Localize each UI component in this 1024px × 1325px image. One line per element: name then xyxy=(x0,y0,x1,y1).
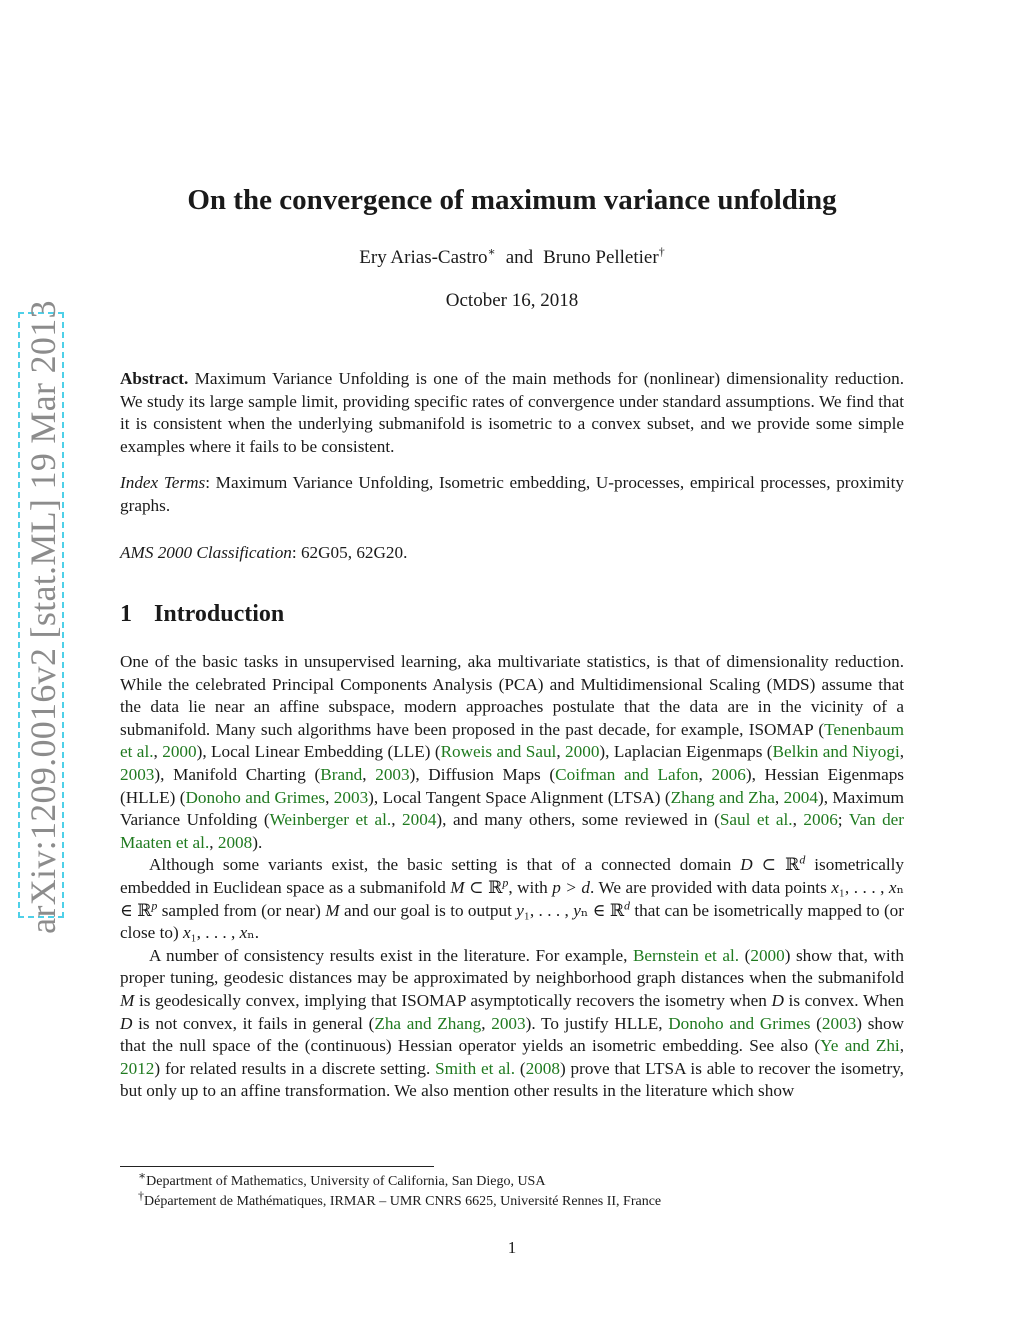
citation-weinberger-year[interactable]: 2004 xyxy=(402,810,437,830)
affiliation-mark-2: † xyxy=(658,244,665,259)
footnote-text: Département de Mathématiques, IRMAR – UMR CNRS 6625, Université Rennes II, France xyxy=(144,1194,662,1209)
citation-coifman-lafon[interactable]: Coifman and Lafon xyxy=(555,764,699,784)
section-title: Introduction xyxy=(154,601,285,627)
text-run: ⊂ ℝ xyxy=(752,855,800,875)
math-symbol: p > d xyxy=(552,877,590,897)
math-symbol: M xyxy=(120,990,135,1010)
math-symbol: x xyxy=(888,877,897,897)
index-terms-label: Index Terms xyxy=(120,473,206,492)
citation-zha-zhang-year[interactable]: 2003 xyxy=(491,1013,526,1033)
intro-paragraph-1 xyxy=(120,651,904,854)
citation-saul-year[interactable]: 2006 xyxy=(803,810,838,830)
text-run: sampled from (or near) xyxy=(157,900,326,920)
math-symbol: x xyxy=(831,877,839,897)
math-symbol: x xyxy=(183,923,191,943)
text-run: , xyxy=(362,764,376,784)
text-run: ₁, . . . , xyxy=(838,877,889,897)
text-run: isometrically embedded in Euclidean space as a submanifold xyxy=(120,855,904,897)
citation-van-der-maaten-year[interactable]: 2008 xyxy=(217,832,253,852)
author-conjunction: and xyxy=(505,247,534,268)
text-run: ( xyxy=(739,945,751,965)
citation-van-der-maaten[interactable]: Van der Maaten et al. xyxy=(120,810,905,852)
text-run: ), Local Tangent Space Alignment (LTSA) ( xyxy=(368,787,671,807)
text-run: ₁, . . . , xyxy=(190,923,240,943)
text-run: is geodesically convex, implying that ISOMAP asymptotically recovers the isometry when xyxy=(134,990,772,1010)
math-symbol: x xyxy=(239,923,248,943)
citation-tenenbaum-year[interactable]: 2000 xyxy=(162,742,197,762)
abstract-label: Abstract. xyxy=(120,369,189,388)
math-symbol: y xyxy=(573,900,581,920)
footnote-mark: ∗ xyxy=(138,1168,147,1183)
text-run: , xyxy=(325,787,334,807)
paper-date: October 16, 2018 xyxy=(445,290,579,311)
text-run: ), Manifold Charting ( xyxy=(154,764,321,784)
text-run: and our goal is to output xyxy=(339,900,517,920)
page-number: 1 xyxy=(507,1238,517,1257)
text-run: ), Laplacian Eigenmaps ( xyxy=(599,742,773,762)
text-run: ( xyxy=(810,1013,822,1033)
citation-bernstein[interactable]: Bernstein et al. xyxy=(632,945,740,965)
footnote-text: Department of Mathematics, University of California, San Diego, USA xyxy=(146,1174,546,1189)
arxiv-stamp xyxy=(18,300,64,934)
text-run: ). To justify HLLE, xyxy=(525,1013,669,1033)
author-pelletier: Bruno Pelletier xyxy=(543,247,659,268)
citation-smith-year[interactable]: 2008 xyxy=(525,1058,560,1078)
citation-donoho-grimes-2-year[interactable]: 2003 xyxy=(821,1013,857,1033)
citation-brand-year[interactable]: 2003 xyxy=(375,764,410,784)
footnote-mark: † xyxy=(138,1188,144,1203)
ams-classification xyxy=(120,542,904,565)
text-run: ( xyxy=(515,1058,526,1078)
paper-title: On the convergence of maximum variance unfolding xyxy=(187,184,837,216)
text-run: , xyxy=(899,742,905,762)
citation-brand[interactable]: Brand xyxy=(320,764,363,784)
text-run: ) show that, with proper tuning, geodesic distances may be approximated by neighborhood graph distances when the submanifold xyxy=(120,945,905,988)
intro-paragraph-2 xyxy=(120,854,904,944)
footnotes xyxy=(138,1168,662,1212)
text-run: , xyxy=(481,1013,492,1033)
text-run: ₙ ∈ ℝ xyxy=(120,877,904,920)
citation-zha-zhang[interactable]: Zha and Zhang xyxy=(374,1013,482,1033)
citation-belkin-niyogi-year[interactable]: 2003 xyxy=(120,764,155,784)
math-superscript: p xyxy=(502,875,509,890)
text-run: ; xyxy=(837,810,849,830)
text-run: , xyxy=(556,742,566,762)
math-symbol: D xyxy=(740,855,753,875)
citation-tenenbaum[interactable]: Tenenbaum et al. xyxy=(120,719,904,762)
text-run: ₙ. xyxy=(247,923,259,943)
text-run: ) for related results in a discrete setting. xyxy=(154,1058,436,1078)
text-run: is convex. When xyxy=(783,990,904,1010)
text-run: ). xyxy=(252,832,263,852)
citation-ye-zhi[interactable]: Ye and Zhi xyxy=(820,1036,900,1056)
text-run: ), Hessian Eigenmaps (HLLE) ( xyxy=(120,764,904,807)
citation-zhang-zha-year[interactable]: 2004 xyxy=(783,787,818,807)
text-run: One of the basic tasks in unsupervised learning, aka multivariate statistics, is that of dimensionality reduction. While the celebrated Principal Components Analysis (PCA) and Multidimensional Scaling (MDS) assume that the data lie near an affine subspace, modern approaches postulate that the data are in the vicinity of a submanifold. Many such algorithms have been proposed in the past decade, for example, ISOMAP ( xyxy=(120,652,904,739)
text-run: ) show that the null space of the (continuous) Hessian operator yields an isometric embedding. See also ( xyxy=(120,1013,905,1056)
index-terms xyxy=(120,472,904,517)
citation-ye-zhi-year[interactable]: 2012 xyxy=(120,1058,155,1078)
text-run: , xyxy=(698,764,712,784)
text-run: that can be isometrically mapped to (or close to) xyxy=(120,900,904,943)
section-heading xyxy=(120,601,284,628)
text-run: . We are provided with data points xyxy=(590,877,832,897)
citation-smith[interactable]: Smith et al. xyxy=(435,1058,515,1078)
ams-text: : 62G05, 62G20. xyxy=(291,543,408,562)
text-run: Although some variants exist, the basic setting is that of a connected domain xyxy=(149,855,741,875)
text-run: ), and many others, some reviewed in ( xyxy=(436,810,720,830)
text-run: , xyxy=(899,1036,904,1056)
citation-donoho-grimes-2[interactable]: Donoho and Grimes xyxy=(668,1013,811,1033)
citation-zhang-zha[interactable]: Zhang and Zha xyxy=(670,787,775,807)
citation-donoho-grimes-year[interactable]: 2003 xyxy=(333,787,369,807)
author-line xyxy=(0,244,1024,269)
math-superscript: d xyxy=(624,897,631,912)
math-superscript: d xyxy=(799,852,806,867)
text-run: ), Diffusion Maps ( xyxy=(409,764,556,784)
footnote-1 xyxy=(138,1168,661,1192)
introduction-body xyxy=(120,651,904,1103)
text-run: ₙ ∈ ℝ xyxy=(580,900,625,920)
citation-donoho-grimes[interactable]: Donoho and Grimes xyxy=(185,787,326,807)
math-symbol: D xyxy=(120,1013,133,1033)
footnote-2 xyxy=(138,1188,662,1212)
math-superscript: p xyxy=(151,897,158,912)
text-run: , xyxy=(792,810,804,830)
citation-bernstein-year[interactable]: 2000 xyxy=(750,945,785,965)
text-run: , xyxy=(153,742,163,762)
citation-belkin-niyogi[interactable]: Belkin and Niyogi xyxy=(772,742,900,762)
math-symbol: D xyxy=(771,990,784,1010)
text-run: , with xyxy=(508,877,553,897)
text-run: ), Maximum Variance Unfolding ( xyxy=(120,787,905,830)
text-run: ) prove that LTSA is able to recover the isometry, but only up to an affine transformation. We also mention other results in the literature which show xyxy=(120,1058,904,1101)
author-arias-castro: Ery Arias-Castro xyxy=(359,247,488,268)
text-run: , xyxy=(391,810,403,830)
affiliation-mark-1: ∗ xyxy=(487,244,496,259)
intro-paragraph-3 xyxy=(120,945,904,1103)
math-symbol: M xyxy=(450,877,465,897)
text-run: A number of consistency results exist in the literature. For example, xyxy=(149,945,633,965)
citation-weinberger[interactable]: Weinberger et al. xyxy=(269,810,392,830)
arxiv-stamp-text: arXiv:1209.0016v2 [stat.ML] 19 Mar 2013 xyxy=(23,300,63,934)
ams-label: AMS 2000 Classification xyxy=(120,543,292,562)
citation-roweis-saul[interactable]: Roweis and Saul xyxy=(440,742,557,762)
text-run: ), Local Linear Embedding (LLE) ( xyxy=(196,742,441,762)
math-symbol: y xyxy=(516,900,524,920)
abstract xyxy=(120,368,904,458)
text-run: , xyxy=(774,787,784,807)
section-number: 1 xyxy=(120,601,132,627)
text-run: is not convex, it fails in general ( xyxy=(132,1013,375,1033)
index-terms-text: : Maximum Variance Unfolding, Isometric embedding, U-processes, empirical processes, proximity graphs. xyxy=(120,473,904,515)
citation-coifman-lafon-year[interactable]: 2006 xyxy=(711,764,746,784)
text-run: ₁, . . . , xyxy=(523,900,574,920)
text-run: , xyxy=(209,832,218,852)
text-run: ⊂ ℝ xyxy=(464,877,503,897)
math-symbol: M xyxy=(325,900,340,920)
citation-roweis-saul-year[interactable]: 2000 xyxy=(565,742,600,762)
abstract-text: Maximum Variance Unfolding is one of the main methods for (nonlinear) dimensionality reduction. We study its large sample limit, providing specific rates of convergence under standard assumptions. We find that it is consistent when the underlying submanifold is isometric to a convex subset, and we provide some simple examples where it fails to be consistent. xyxy=(120,369,905,456)
citation-saul[interactable]: Saul et al. xyxy=(719,810,793,830)
footnote-rule xyxy=(120,1166,434,1167)
